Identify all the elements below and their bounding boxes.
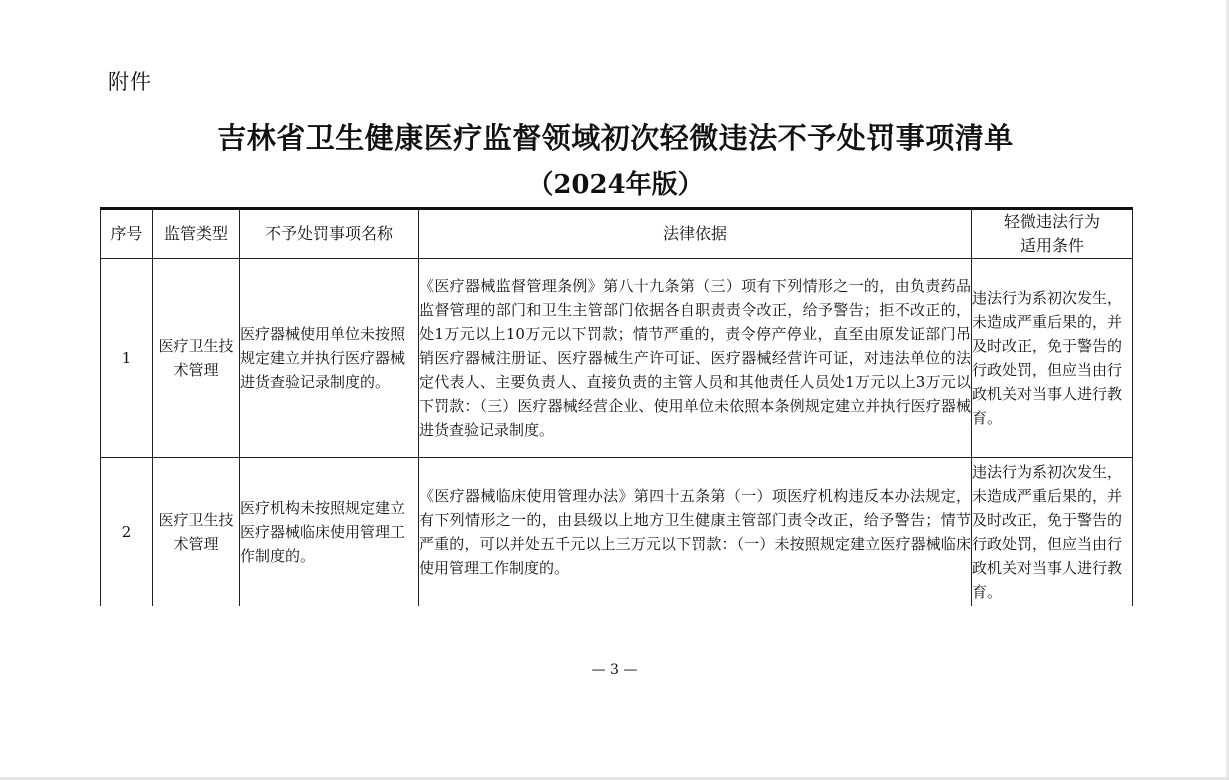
cell-serial-number: 1 (101, 259, 153, 458)
header-conditions-line1: 轻微违法行为 (1003, 212, 1100, 231)
cell-item-name: 医疗机构未按照规定建立医疗器械临床使用管理工作制度的。 (240, 458, 419, 607)
cell-applicable-conditions: 违法行为系初次发生，未造成严重后果的，并及时改正，免于警告的行政处罚，但应当由行政机关对当事人进行教育。 (972, 458, 1133, 607)
cell-serial-number: 2 (101, 458, 153, 607)
cell-legal-basis: 《医疗器械临床使用管理办法》第四十五条第（一）项医疗机构违反本办法规定，有下列情形之一的，由县级以上地方卫生健康主管部门责令改正，给予警告；情节严重的，可以并处五千元以上三万元以下罚款：（一）未按照规定建立医疗器械临床使用管理工作制度的。 (419, 458, 972, 607)
page-number: — 3 — (591, 662, 638, 678)
cell-item-name: 医疗器械使用单位未按照规定建立并执行医疗器械进货查验记录制度的。 (240, 259, 419, 458)
header-applicable-conditions (972, 209, 1133, 259)
table-header-row (101, 209, 1133, 259)
attachment-label: 附件 (108, 70, 152, 94)
header-supervision-type: 监管类型 (153, 209, 240, 259)
table-row (101, 458, 1133, 607)
cell-supervision-type: 医疗卫生技术管理 (153, 458, 240, 607)
table-row (101, 259, 1133, 458)
penalty-exemption-table (100, 207, 1133, 606)
cell-applicable-conditions: 违法行为系初次发生，未造成严重后果的，并及时改正，免于警告的行政处罚，但应当由行政机关对当事人进行教育。 (972, 259, 1133, 458)
header-serial-number: 序号 (101, 209, 153, 259)
header-item-name: 不予处罚事项名称 (240, 209, 419, 259)
cell-legal-basis: 《医疗器械监督管理条例》第八十九条第（三）项有下列情形之一的，由负责药品监督管理的部门和卫生主管部门依据各自职责责令改正，给予警告；拒不改正的，处1万元以上10万元以下罚款；情节严重的，责令停产停业，直至由原发证部门吊销医疗器械注册证、医疗器械生产许可证、医疗器械经营许可证，对违法单位的法定代表人、主要负责人、直接负责的主管人员和其他责任人员处1万元以上3万元以下罚款：（三）医疗器械经营企业、使用单位未依照本条例规定建立并执行医疗器械进货查验记录制度。 (419, 259, 972, 458)
document-subtitle: （2024年版） (527, 170, 704, 200)
header-legal-basis: 法律依据 (419, 209, 972, 259)
document-title: 吉林省卫生健康医疗监督领域初次轻微违法不予处罚事项清单 (217, 121, 1014, 155)
cell-supervision-type: 医疗卫生技术管理 (153, 259, 240, 458)
header-conditions-line2: 适用条件 (1019, 236, 1084, 255)
